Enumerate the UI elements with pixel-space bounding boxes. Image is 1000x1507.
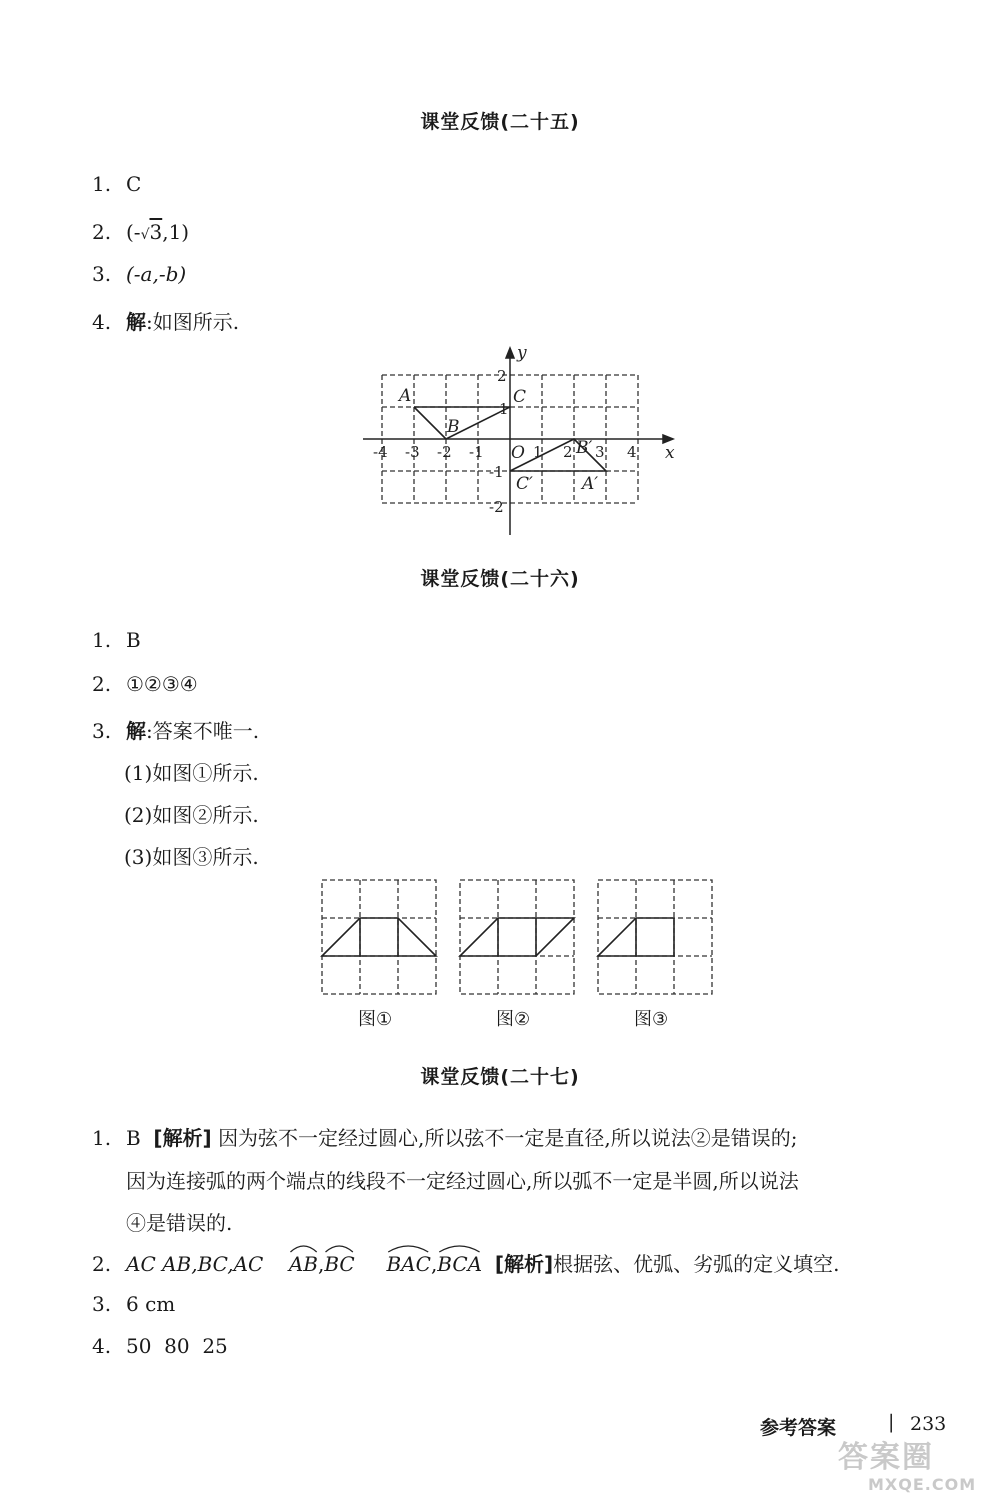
- y-axis-label: y: [517, 343, 527, 363]
- origin-label: O: [511, 443, 525, 463]
- x-tick-label: 4: [627, 443, 637, 461]
- point-label-a-prime: A′: [582, 474, 599, 494]
- footer-separator: |: [888, 1411, 895, 1433]
- answer-item: 2. ①②③④: [92, 672, 198, 696]
- figure-caption-3: 图③: [634, 1009, 669, 1030]
- answer-item: 1. C: [92, 172, 142, 196]
- point-label-b: B: [447, 417, 460, 437]
- x-tick-label: 3: [595, 443, 605, 461]
- point-label-c: C: [513, 387, 527, 407]
- answer-item: 1. B [解析] 因为弦不一定经过圆心,所以弦不一定是直径,所以说法②是错误的;: [92, 1126, 798, 1150]
- section-title-27: 课堂反馈(二十七): [420, 1066, 580, 1088]
- watermark-logo: 答案圈: [838, 1440, 934, 1475]
- figure-3-shape: [598, 918, 674, 956]
- section-title-26: 课堂反馈(二十六): [420, 568, 580, 590]
- answer-item: 3. 解:答案不唯一.: [92, 719, 260, 743]
- triangle-abc: [414, 407, 510, 439]
- figure-2-grid: [458, 878, 576, 996]
- figure-caption-1: 图①: [358, 1009, 393, 1030]
- axes: [363, 348, 673, 535]
- x-tick-label: 1: [533, 443, 543, 461]
- y-tick-label: -2: [489, 498, 504, 516]
- answer-item: 4. 解:如图所示.: [92, 310, 240, 334]
- point-label-c-prime: C′: [516, 474, 533, 494]
- arc-bca: BCA: [437, 1252, 482, 1276]
- footer-label: 参考答案: [760, 1417, 837, 1439]
- y-tick-label: 1: [499, 400, 509, 418]
- figure-3-grid: [596, 878, 714, 996]
- x-tick-label: -4: [373, 443, 388, 461]
- answer-continuation: ④是错误的.: [126, 1211, 233, 1235]
- x-axis-label: x: [665, 443, 675, 463]
- y-tick-label: -1: [489, 463, 504, 481]
- arc-bac: BAC: [386, 1252, 430, 1276]
- answer-item: 4. 50 80 25: [92, 1334, 228, 1358]
- answer-item: 2. AC AB,BC,AC AB, BC BAC, BCA [解析]根据弦、优弧、劣弧的定义填空.: [92, 1248, 839, 1277]
- figure-caption-2: 图②: [496, 1009, 531, 1030]
- answer-item: 3. (-a,-b): [92, 262, 187, 286]
- answer-item: 1. B: [92, 628, 141, 652]
- watermark-url: MXQE.COM: [868, 1475, 977, 1494]
- arc-ab: AB: [289, 1252, 318, 1276]
- x-tick-label: -3: [405, 443, 420, 461]
- point-label-a: A: [399, 386, 412, 406]
- x-tick-label: -2: [437, 443, 452, 461]
- figure-2-parallelogram: [460, 918, 574, 956]
- coordinate-graph: [355, 340, 685, 540]
- section-title-25: 课堂反馈(二十五): [420, 111, 580, 133]
- sub-item: (2)如图②所示.: [124, 803, 259, 827]
- answer-continuation: 因为连接弧的两个端点的线段不一定经过圆心,所以弧不一定是半圆,所以说法: [126, 1169, 799, 1193]
- point-label-b-prime: B′: [576, 438, 593, 458]
- y-tick-label: 2: [497, 367, 507, 385]
- figure-1-grid: [320, 878, 438, 996]
- figure-1-trapezoid: [322, 918, 436, 956]
- answer-item: 3. 6 cm: [92, 1292, 176, 1316]
- x-tick-label: 2: [563, 443, 573, 461]
- x-tick-label: -1: [469, 443, 484, 461]
- page-number: 233: [910, 1413, 947, 1435]
- sub-item: (3)如图③所示.: [124, 845, 259, 869]
- answer-item: 2. (-√3,1): [92, 220, 190, 244]
- arc-bc: BC: [324, 1252, 354, 1276]
- sub-item: (1)如图①所示.: [124, 761, 259, 785]
